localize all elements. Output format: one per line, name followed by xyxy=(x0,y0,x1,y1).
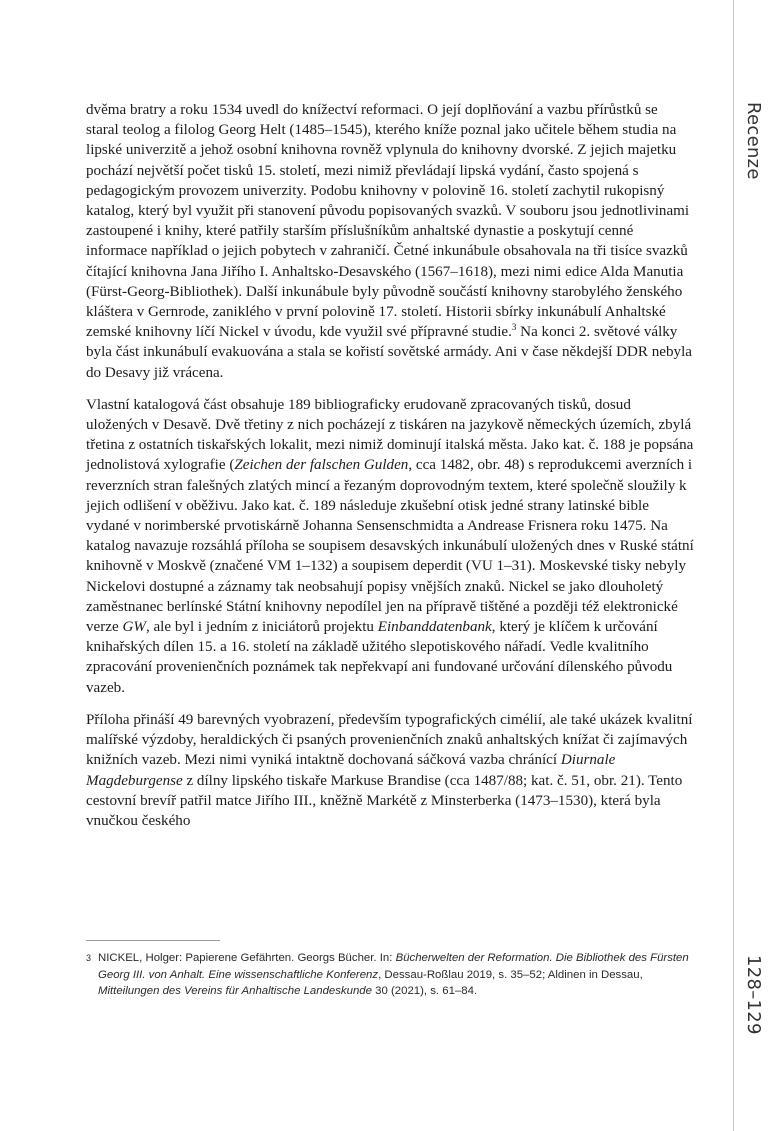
footnote-3 xyxy=(86,950,696,1000)
footnote-text-a: NICKEL, Holger: Papierene Gefährten. Georgs Bücher. In: xyxy=(98,952,396,964)
page-number: 128–129 xyxy=(743,955,764,1035)
paragraph-1-text-a: dvěma bratry a roku 1534 uvedl do knížectví reformaci. O její doplňování a vazbu přírůstků se staral teolog a filolog Georg Helt (1485–1545), kterého kníže poznal jako učitele během studia na lipské univerzitě a jehož osobní knihovna rovněž vplynula do knihovny dvorské. Z jejich majetku pochází největší počet tisků 15. století, mezi nimiž převládají lipská vydání, často spojená s pedagogickým provozem univerzity. Podobu knihovny v polovině 16. století zachytil rukopisný katalog, který byl využit při stanovení původu popisovaných svazků. V souboru jsou jednotlivinami zastoupené i knihy, které patřily starším příslušníkům anhaltské dynastie a poskytují cenné informace například o jejich pobytech v zahraničí. Četné inkunábule obsahovala na tři tisíce svazků čítající knihovna Jana Jiřího I. Anhaltsko-Desavského (1567–1618), mezi nimi edice Alda Manutia (Fürst-Georg-Bibliothek). Další inkunábule byly původně součástí knihovny starobylého ženského kláštera v Gernrode, zaniklého v první polovině 17. století. Historii sbírky inkunábulí Anhaltské zemské knihovny líčí Nickel v úvodu, kde využil své přípravné studie. xyxy=(86,102,690,341)
paragraph-3-text-a: Příloha přináší 49 barevných vyobrazení, především typografických cimélií, ale také ukázek kvalitní malířské výzdoby, heraldických či psaných provenienčních znaků anhaltských knížat či zajímavých knižních vazeb. Mezi nimi vyniká intaktně dochovaná sáčková vazba chránící xyxy=(86,711,693,769)
paragraph-2-text-c: , ale byl i jedním z iniciátorů projektu xyxy=(145,619,378,636)
section-label: Recenze xyxy=(743,102,764,180)
paragraph-3 xyxy=(86,710,694,831)
footnote-body xyxy=(98,950,696,1000)
margin-divider-line xyxy=(733,0,734,1131)
paragraph-2-title-einbanddatenbank: Einbanddatenbank xyxy=(377,619,492,636)
paragraph-2-title-gw: GW xyxy=(122,619,146,636)
footnote-text-b: , Dessau-Roßlau 2019, s. 35–52; Aldinen in Dessau, xyxy=(378,968,643,981)
footnote-reference-3[interactable]: 3 xyxy=(511,322,517,333)
paragraph-3-text-b: z dílny lipského tiskaře Markuse Brandise (cca 1487/88; kat. č. 51, obr. 21). Tento cestovní brevíř patřil matce Jiřího III., kněžně Markétě z Minsterberka (1473–1530), která byla vnučkou českého xyxy=(86,772,683,829)
footnote-title-mitteilungen: Mitteilungen des Vereins für Anhaltische Landeskunde xyxy=(98,985,372,997)
paragraph-1-text-b: Na konci 2. světové války byla část inkunábulí evakuována a stala se kořistí sovětské armády. Ani v čase někdejší DDR nebyla do Desavy již vrácena. xyxy=(86,324,692,381)
paragraph-2-title-zeichen: Zeichen der falschen Gulden xyxy=(234,457,409,474)
paragraph-2-text-a: Vlastní katalogová část obsahuje 189 bibliograficky erudovaně zpracovaných tisků, dosud uložených v Desavě. Dvě třetiny z nich pocházejí z tiskáren na jazykově německých územích, zbylá třetina z ostatních tiskařských lokalit, mezi nimiž dominují italská města. Jako kat. č. 188 je popsána jednolistová xylografie ( xyxy=(86,396,694,474)
footnote-text-c: 30 (2021), s. 61–84. xyxy=(371,985,478,997)
paragraph-2 xyxy=(86,395,694,698)
footnote-mark: 3 xyxy=(86,953,92,963)
paragraph-1 xyxy=(86,100,694,383)
paragraph-3-title-diurnale: Diurnale Magdeburgense xyxy=(86,752,616,789)
article-body xyxy=(86,100,694,843)
paragraph-2-text-d: , který je klíčem k určování knihařských dílen 15. a 16. století na základě užitého slepotiskového nářadí. Vedle kvalitního zpracování provenienčních poznámek tak nepřekvapí ani fundované určování dílenského původu vazeb. xyxy=(86,619,673,696)
paragraph-2-text-b: , cca 1482, obr. 48) s reprodukcemi averzních i reverzních stran falešných zlatých mincí a řezaným doprovodným textem, které společně sloužily k jejich odlišení v oběživu. Jako kat. č. 189 následuje zkušební otisk jedné strany latinské bible vydané v norimberské prvotiskárně Johanna Sensenschmidta a Andrease Frisnera roku 1475. Na katalog navazuje rozsáhlá příloha se soupisem desavských inkunábulí uložených dnes v Ruské státní knihovně v Moskvě (značené VM 1–132) a soupisem deperdit (VU 1–31). Moskevské tisky nebyly Nickelovi dostupné a záznamy tak neobsahují popisy vnějších znaků. Nickel se jako dlouholetý zaměstnanec berlínské Státní knihovny nepodílel jen na přípravě tištěné a později též elektronické verze xyxy=(86,457,694,636)
footnote-separator xyxy=(86,940,220,941)
footnote-title-buecherwelten: Bücherwelten der Reformation. Die Bibliothek des Fürsten Georg III. von Anhalt. Eine wissenschaftliche Konferenz xyxy=(98,952,689,981)
